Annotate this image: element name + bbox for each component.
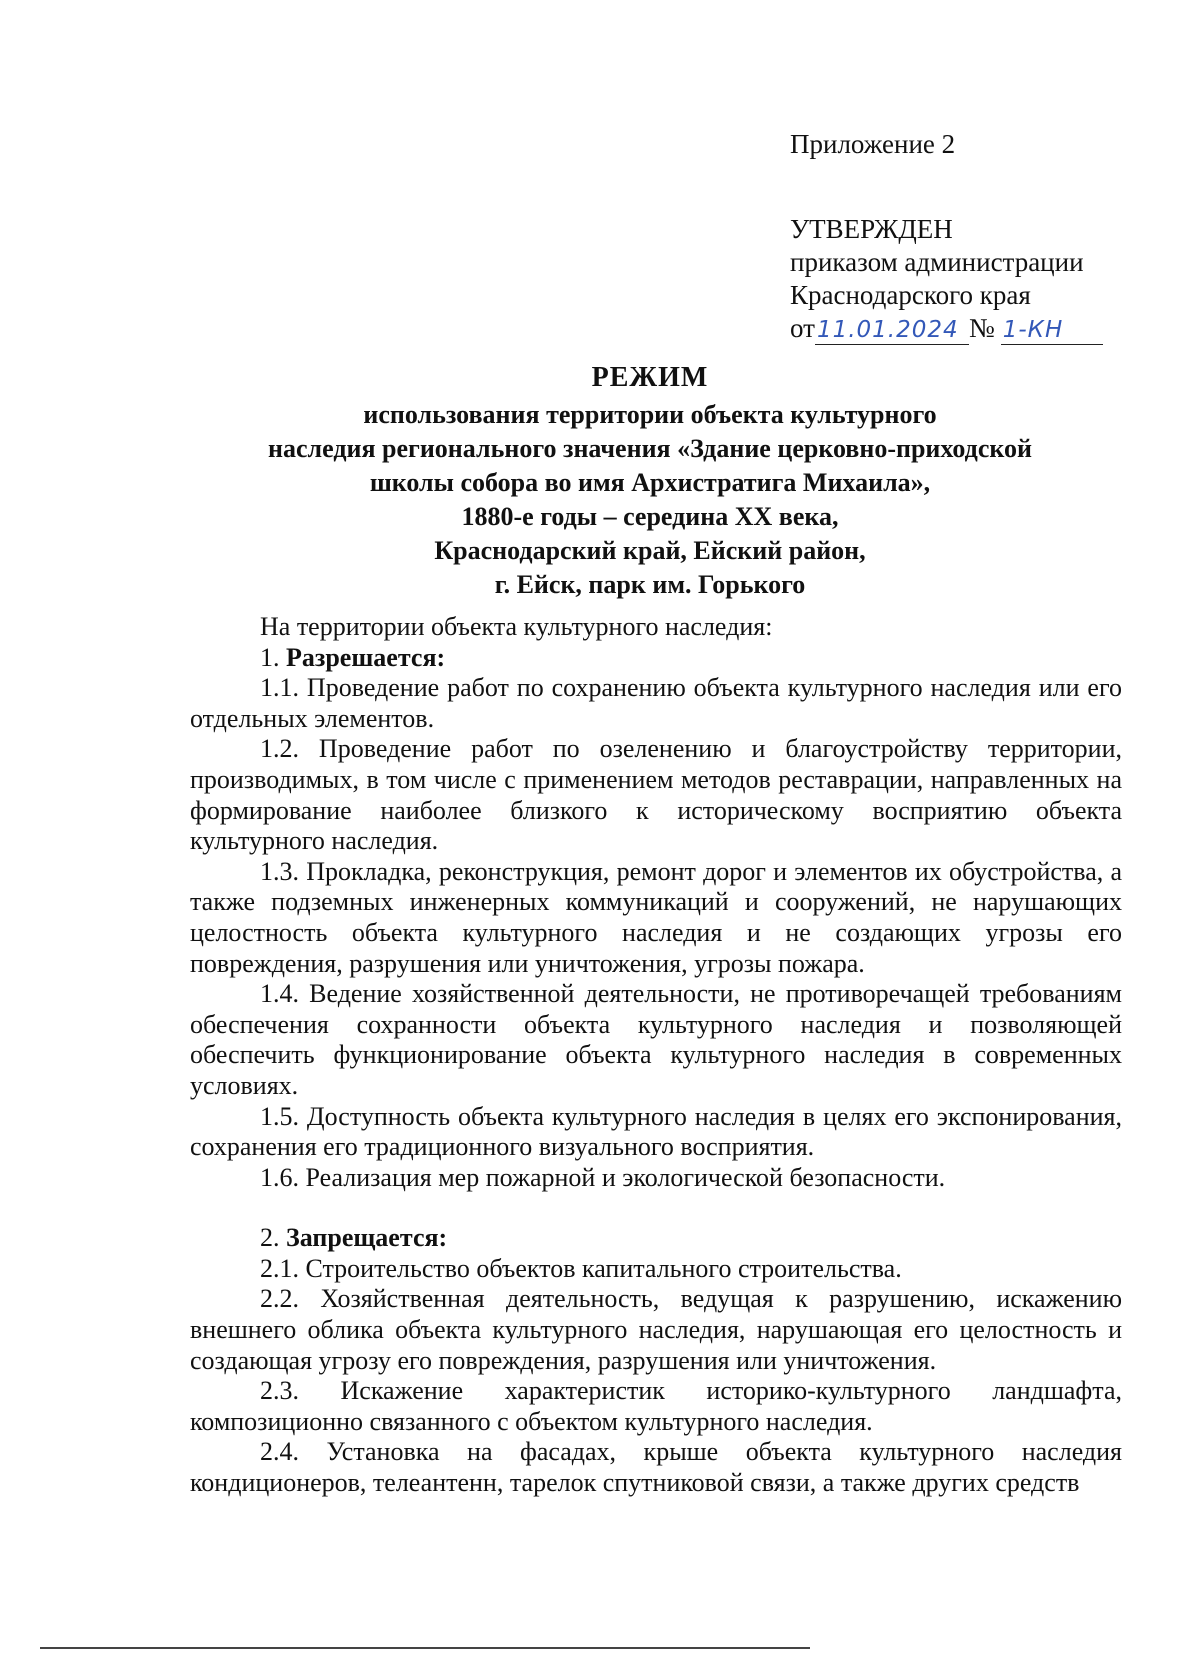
title-line: г. Ейск, парк им. Горького <box>494 570 806 599</box>
approval-block <box>790 128 1130 345</box>
order-line-2: Краснодарского края <box>790 280 1031 310</box>
title-line: наследия регионального значения «Здание церковно-приходской <box>268 434 1032 463</box>
date-prefix: от <box>790 313 815 343</box>
clause-1-3: 1.3. Прокладка, реконструкция, ремонт дорог и элементов их обустройства, а также подземных инженерных коммуникаций и сооружений, не нарушающих целостность объекта культурного наследия и не создающих угрозы его повреждения, разрушения или уничтожения, угрозы пожара. <box>190 856 1122 978</box>
title-line: Краснодарский край, Ейский район, <box>434 536 866 565</box>
title-main: РЕЖИМ <box>591 362 709 393</box>
clause-1-2: 1.2. Проведение работ по озеленению и благоустройству территории, производимых, в том числе с применением методов реставрации, направленных на формирование наиболее близкого к историческому восприятию объекта культурного наследия. <box>190 734 1122 856</box>
section-heading-text: Запрещается: <box>286 1223 448 1253</box>
clause-1-4: 1.4. Ведение хозяйственной деятельности, не противоречащей требованиям обеспечения сохранности объекта культурного наследия и позволяющей обеспечить функционирование объекта культурного наследия в современных условиях. <box>190 979 1122 1100</box>
clause-1-1: 1.1. Проведение работ по сохранению объекта культурного наследия или его отдельных элементов. <box>190 673 1122 733</box>
appendix-label: Приложение 2 <box>790 129 956 159</box>
intro-paragraph: На территории объекта культурного наследия: <box>260 612 773 641</box>
clause-2-2: 2.2. Хозяйственная деятельность, ведущая к разрушению, искажению внешнего облика объекта культурного наследия, нарушающая его целостность и создающая угрозу его повреждения, разрушения или уничтожения. <box>190 1284 1122 1375</box>
section-number: 1. <box>260 642 280 672</box>
section-heading-text: Разрешается: <box>286 642 446 672</box>
section-1-heading <box>190 643 1122 674</box>
clause-2-3: 2.3. Искажение характеристик историко-культурного ландшафта, композиционно связанного с объектом культурного наследия. <box>190 1376 1122 1436</box>
order-line-1: приказом администрации <box>790 247 1084 277</box>
order-date-number-line <box>790 312 1130 345</box>
handwritten-number: 1-КН <box>1001 316 1103 345</box>
clause-1-5: 1.5. Доступность объекта культурного наследия в целях его экспонирования, сохранения его традиционного визуального восприятия. <box>190 1101 1122 1162</box>
clause-2-1: 2.1. Строительство объектов капитального строительства. <box>260 1253 902 1283</box>
document-body <box>190 612 1122 1499</box>
title-line: 1880-е годы – середина XX века, <box>461 502 839 531</box>
title-line: использования территории объекта культурного <box>363 400 937 429</box>
clause-1-6: 1.6. Реализация мер пожарной и экологической безопасности. <box>260 1162 946 1192</box>
scan-edge-line <box>40 1647 810 1649</box>
section-2-heading <box>190 1223 1122 1254</box>
document-title <box>180 358 1120 602</box>
title-line: школы собора во имя Архистратига Михаила», <box>369 468 931 497</box>
handwritten-date: 11.01.2024 <box>815 316 969 345</box>
number-prefix: № <box>968 313 995 343</box>
section-number: 2. <box>260 1223 280 1253</box>
approved-label: УТВЕРЖДЕН <box>790 214 953 244</box>
clause-2-4: 2.4. Установка на фасадах, крыше объекта культурного наследия кондиционеров, телеантенн, тарелок спутниковой связи, а также других средств <box>190 1437 1122 1498</box>
